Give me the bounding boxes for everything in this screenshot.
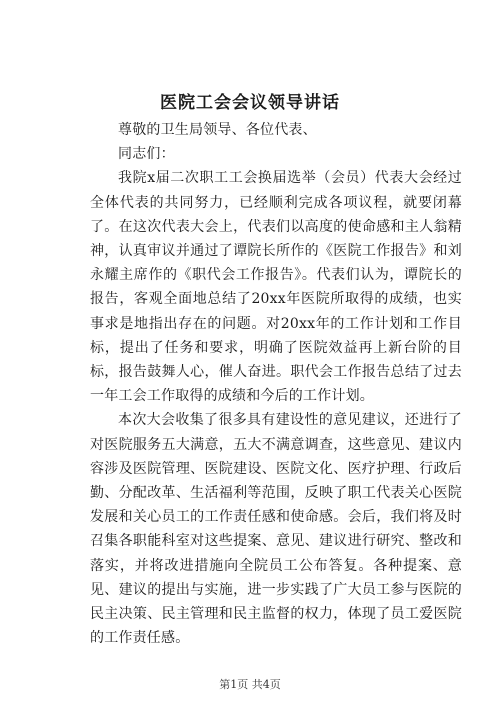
paragraph-1: 我院x届二次职工工会换届选举（会员）代表大会经过全体代表的共同努力，已经顺利完成各项议程，就要闭幕了。在这次代表大会上，代表们以高度的使命感和主人翁精神，认真审议并通过了谭院长所作的《医院工作报告》和刘永耀主席作的《职代会工作报告》。代表们认为，谭院长的报告，客观全面地总结了20xx年医院所取得的成绩，也实事求是地指出存在的问题。对20xx年的工作计划和工作目标，提出了任务和要求，明确了医院效益再上新台阶的目标，报告鼓舞人心，催人奋进。职代会工作报告总结了过去一年工会工作取得的成绩和今后的工作计划。 <box>90 170 462 405</box>
page-number-footer: 第1页 共4页 <box>219 678 281 691</box>
greeting: 同志们： <box>118 146 175 163</box>
document-title: 医院工会会议领导讲话 <box>160 93 340 113</box>
salutation: 尊敬的卫生局领导、各位代表、 <box>118 122 317 138</box>
paragraph-2: 本次大会收集了很多具有建设性的意见建议，还进行了对医院服务五大满意，五大不满意调查，这些意见、建议内容涉及医院管理、医院建设、医院文化、医疗护理、行政后勤、分配改革、生活福利等范围，反映了职工代表关心医院发展和关心员工的工作责任感和使命感。会后，我们将及时召集各职能科室对这些提案、意见、建议进行研究、整改和落实，并将改进措施向全院员工公布答复。各种提案、意见、建议的提出与实施，进一步实践了广大员工参与医院的民主决策、民主管理和民主监督的权力，体现了员工爱医院的工作责任感。 <box>90 412 462 647</box>
document-body <box>90 118 462 650</box>
